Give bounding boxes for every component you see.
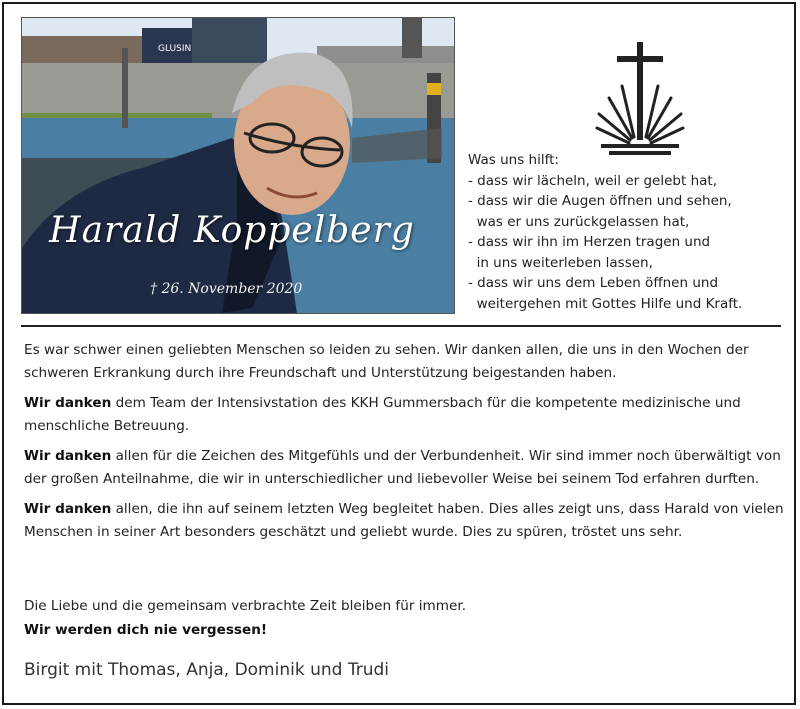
death-date: † 26. November 2020 — [150, 281, 303, 297]
paragraph-text: allen, die ihn auf seinem letzten Weg begleitet haben. Dies alles zeigt uns, dass Harald von vielen Menschen in seiner Art besonders geschätzt und geliebt wurde. Dies zu spüren, tröstet uns sehr. — [24, 501, 784, 540]
closing-line: Die Liebe und die gemeinsam verbrachte Zeit bleiben für immer. — [24, 598, 467, 614]
thanks-lead: Wir danken — [24, 395, 112, 411]
verse-line: - dass wir die Augen öffnen und sehen, — [468, 193, 732, 209]
paragraph-intro: Es war schwer einen geliebten Menschen so leiden zu sehen. Wir danken allen, die uns in den Wochen der schweren Erkrankung durch ihre Freundschaft und Unterstützung beigestanden haben. — [24, 342, 749, 381]
paragraph-thanks-hospital — [24, 392, 784, 437]
thanks-lead: Wir danken — [24, 448, 112, 464]
harbor-portrait-illustration — [22, 18, 454, 313]
paragraph-text: allen für die Zeichen des Mitgefühls und der Verbundenheit. Wir sind immer noch überwältigt von der großen Anteilnahme, die wir in unterschiedlicher und liebevoller Weise bei seinem Tod erfahren durften. — [24, 448, 781, 487]
paragraph-thanks-farewell — [24, 498, 784, 543]
divider-line — [21, 325, 781, 327]
verse-line: Was uns hilft: — [468, 152, 559, 168]
verse-line: - dass wir uns dem Leben öffnen und — [468, 275, 719, 291]
closing-block — [24, 594, 466, 642]
verse-line: in uns weiterleben lassen, — [468, 254, 653, 271]
cross-sunrise-emblem-icon — [595, 42, 685, 160]
verse-line: - dass wir lächeln, weil er gelebt hat, — [468, 172, 717, 189]
ship-sign-text: GLUSIN — [158, 44, 192, 54]
family-signature: Birgit mit Thomas, Anja, Dominik und Trudi — [24, 660, 389, 680]
verse-line: was er uns zurückgelassen hat, — [468, 213, 690, 230]
verse-line: weitergehen mit Gottes Hilfe und Kraft. — [468, 295, 743, 312]
thanks-text — [24, 339, 784, 551]
paragraph-text: dem Team der Intensivstation des KKH Gummersbach für die kompetente medizinische und menschliche Betreuung. — [24, 395, 741, 434]
paragraph-thanks-sympathy — [24, 445, 784, 490]
verse-line: - dass wir ihn im Herzen tragen und — [468, 234, 711, 250]
deceased-name: Harald Koppelberg — [49, 210, 415, 251]
thanks-lead: Wir danken — [24, 501, 112, 517]
portrait-photo — [21, 17, 455, 314]
verse-block — [468, 150, 742, 314]
closing-bold-line: Wir werden dich nie vergessen! — [24, 622, 268, 638]
